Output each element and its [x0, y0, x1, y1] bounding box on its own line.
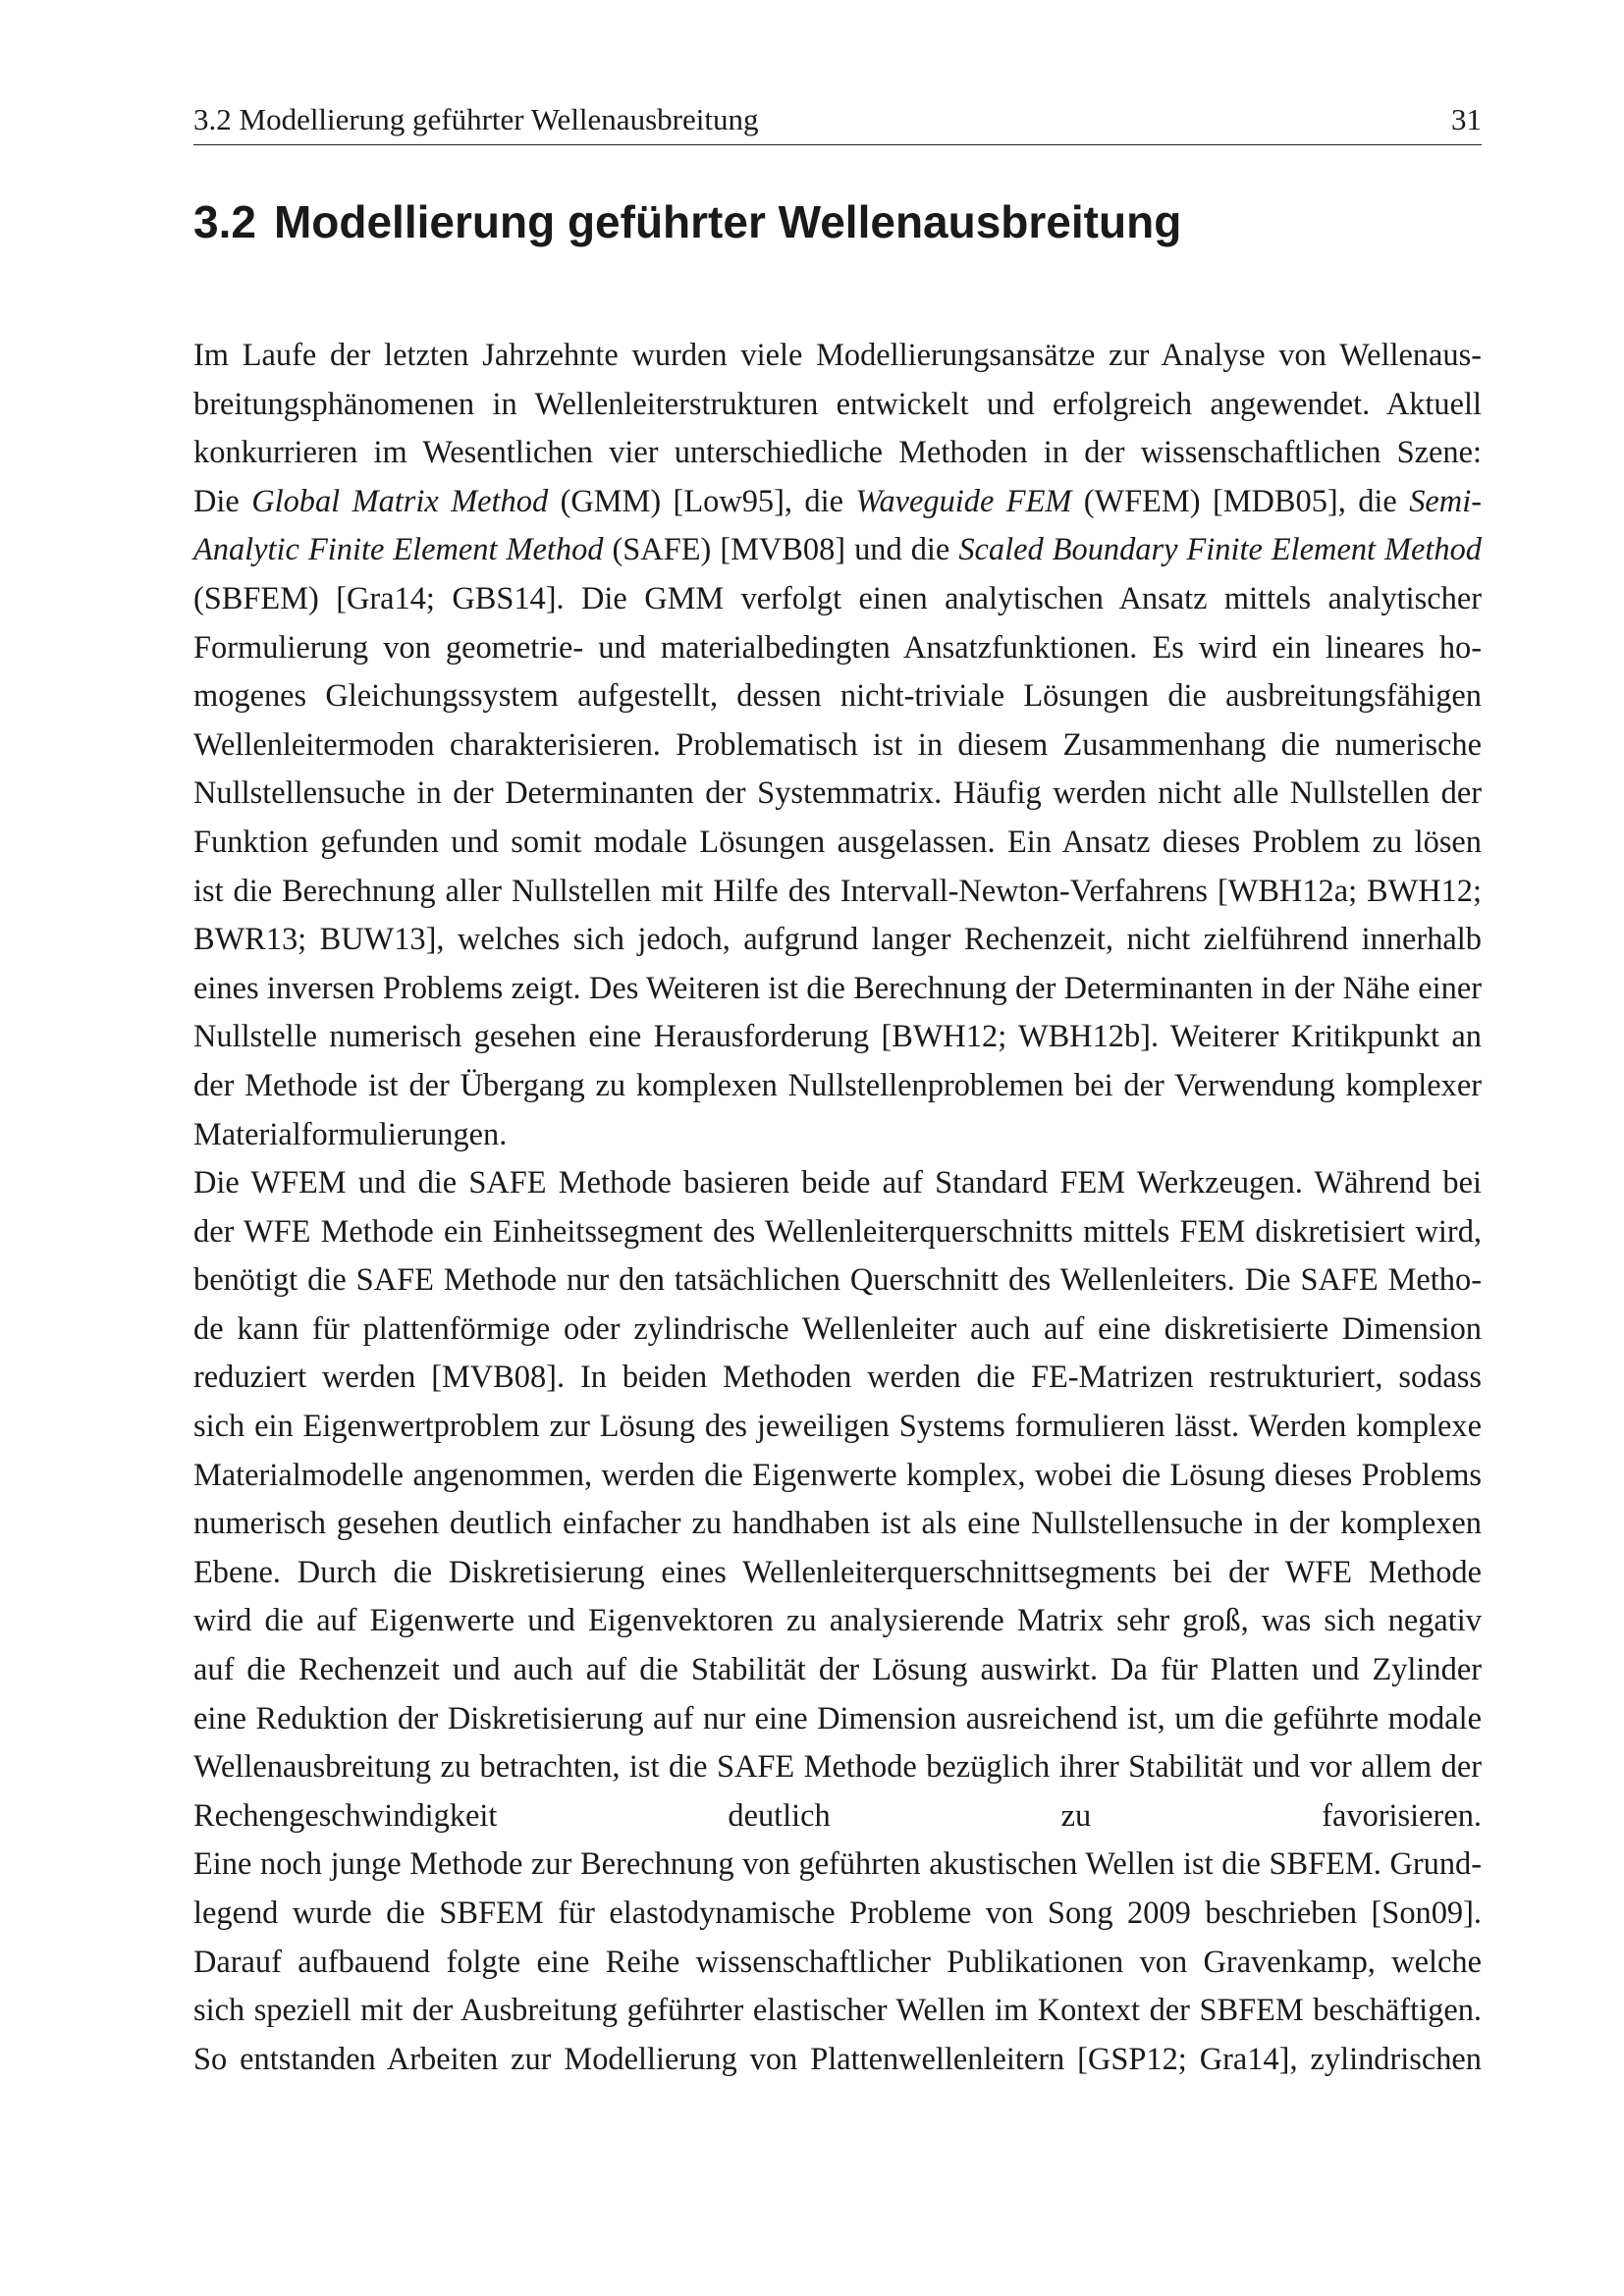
- text-line: der Methode ist der Übergang zu komplexen Nullstellenproblemen bei der Verwendung komplexer: [193, 1067, 1482, 1103]
- text-line: eines inversen Problems zeigt. Des Weiteren ist die Berechnung der Determinanten in der Nähe einer: [193, 970, 1482, 1006]
- text-line: Die Global Matrix Method (GMM) [Low95], die Waveguide FEM (WFEM) [MDB05], die Semi-: [193, 483, 1482, 519]
- text-line: Ebene. Durch die Diskretisierung eines Wellenleiterquerschnittsegments bei der WFE Methode: [193, 1554, 1482, 1590]
- paragraph: [193, 1841, 1482, 2084]
- text-line: benötigt die SAFE Methode nur den tatsächlichen Querschnitt des Wellenleiters. Die SAFE Metho-: [193, 1262, 1482, 1299]
- section-title-text: Modellierung geführter Wellenausbreitung: [273, 196, 1182, 247]
- section-number: 3.2: [193, 196, 256, 247]
- text-line: reduziert werden [MVB08]. In beiden Methoden werden die FE-Matrizen restrukturiert, sodass: [193, 1360, 1482, 1396]
- section-title: [193, 192, 1181, 251]
- text-line: breitungsphänomenen in Wellenleiterstrukturen entwickelt und erfolgreich angewendet. Aktuell: [193, 386, 1482, 422]
- text-line: Materialmodelle angenommen, werden die Eigenwerte komplex, wobei die Lösung dieses Problems: [193, 1457, 1482, 1493]
- text-line: wird die auf Eigenwerte und Eigenvektoren zu analysierende Matrix sehr groß, was sich negativ: [193, 1603, 1482, 1639]
- text-line: Funktion gefunden und somit modale Lösungen ausgelassen. Ein Ansatz dieses Problem zu lösen: [193, 824, 1482, 860]
- text-line: eine Reduktion der Diskretisierung auf nur eine Dimension ausreichend ist, um die geführte modale: [193, 1700, 1482, 1736]
- text-line: Analytic Finite Element Method (SAFE) [MVB08] und die Scaled Boundary Finite Element Method: [193, 532, 1482, 568]
- text-line: Nullstelle numerisch gesehen eine Herausforderung [BWH12; WBH12b]. Weiterer Kritikpunkt an: [193, 1019, 1482, 1055]
- text-line: sich ein Eigenwertproblem zur Lösung des jeweiligen Systems formulieren lässt. Werden komplexe: [193, 1409, 1482, 1445]
- body-text: [193, 332, 1482, 2084]
- text-line: (SBFEM) [Gra14; GBS14]. Die GMM verfolgt einen analytischen Ansatz mittels analytischer: [193, 580, 1482, 616]
- text-line: mogenes Gleichungssystem aufgestellt, dessen nicht-triviale Lösungen die ausbreitungsfähigen: [193, 678, 1482, 715]
- text-line: sich speziell mit der Ausbreitung geführter elastischer Wellen im Kontext der SBFEM beschäftigen.: [193, 1993, 1482, 2029]
- text-line: Darauf aufbauend folgte eine Reihe wissenschaftlicher Publikationen von Gravenkamp, welche: [193, 1944, 1482, 1980]
- paragraph: [193, 332, 1482, 1159]
- text-line: Eine noch junge Methode zur Berechnung von geführten akustischen Wellen ist die SBFEM. Grund-: [193, 1846, 1482, 1883]
- text-line: Materialformulierungen.: [193, 1116, 508, 1152]
- text-line: der WFE Methode ein Einheitssegment des Wellenleiterquerschnitts mittels FEM diskretisiert wird,: [193, 1213, 1482, 1250]
- text-line: ist die Berechnung aller Nullstellen mit Hilfe des Intervall-Newton-Verfahrens [WBH12a; BWH12;: [193, 873, 1482, 909]
- running-header-section: 3.2 Modellierung geführter Wellenausbreitung: [193, 102, 759, 136]
- text-line: Rechengeschwindigkeit deutlich zu favorisieren.: [193, 1797, 1482, 1834]
- text-line: Wellenleitermoden charakterisieren. Problematisch ist in diesem Zusammenhang die numerische: [193, 726, 1482, 763]
- text-line: So entstanden Arbeiten zur Modellierung von Plattenwellenleitern [GSP12; Gra14], zylindrischen: [193, 2041, 1482, 2077]
- text-line: numerisch gesehen deutlich einfacher zu handhaben ist als eine Nullstellensuche in der komplexen: [193, 1506, 1482, 1542]
- text-line: BWR13; BUW13], welches sich jedoch, aufgrund langer Rechenzeit, nicht zielführend innerhalb: [193, 922, 1482, 958]
- text-line: Formulierung von geometrie- und materialbedingten Ansatzfunktionen. Es wird ein lineares ho-: [193, 629, 1482, 666]
- text-line: Nullstellensuche in der Determinanten der Systemmatrix. Häufig werden nicht alle Nullstellen der: [193, 775, 1482, 812]
- text-line: de kann für plattenförmige oder zylindrische Wellenleiter auch auf eine diskretisierte Dimension: [193, 1310, 1482, 1347]
- paragraph: [193, 1159, 1482, 1841]
- text-line: legend wurde die SBFEM für elastodynamische Probleme von Song 2009 beschrieben [Son09].: [193, 1896, 1482, 1931]
- text-line: Im Laufe der letzten Jahrzehnte wurden viele Modellierungsansätze zur Analyse von Wellenaus-: [193, 338, 1482, 373]
- text-line: konkurrieren im Wesentlichen vier unterschiedliche Methoden in der wissenschaftlichen Szene:: [193, 435, 1482, 471]
- text-line: Wellenausbreitung zu betrachten, ist die SAFE Methode bezüglich ihrer Stabilität und vor allem der: [193, 1749, 1482, 1786]
- text-line: auf die Rechenzeit und auch auf die Stabilität der Lösung auswirkt. Da für Platten und Zylinder: [193, 1652, 1482, 1688]
- running-header: [193, 101, 1482, 145]
- page-number: 31: [1451, 102, 1482, 136]
- text-line: Die WFEM und die SAFE Methode basieren beide auf Standard FEM Werkzeugen. Während bei: [193, 1165, 1482, 1201]
